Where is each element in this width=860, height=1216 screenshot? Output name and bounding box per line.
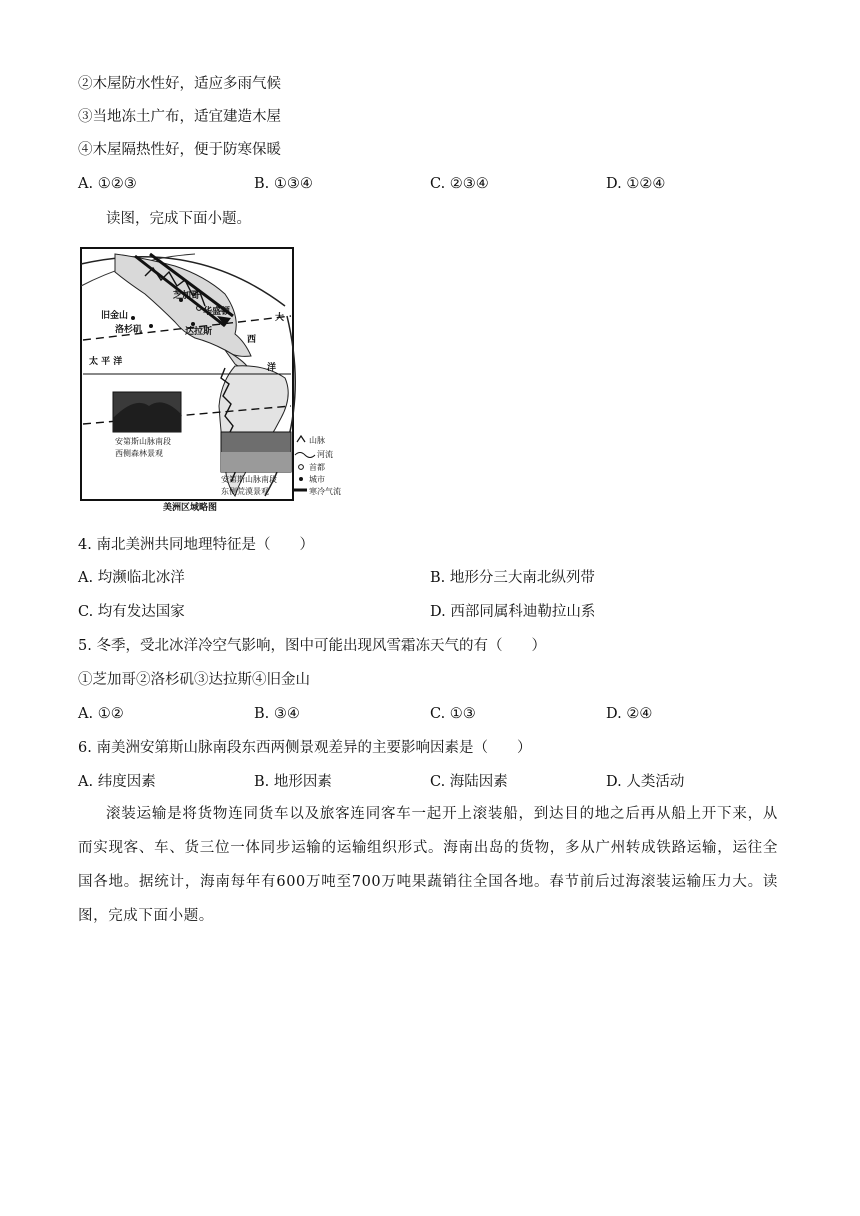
legend-capital-icon: [299, 465, 304, 470]
label-san-francisco: 旧金山: [101, 311, 129, 321]
q4-option-c[interactable]: C. 均有发达国家: [78, 604, 185, 620]
label-photo-west-1: 安第斯山脉南段: [115, 437, 171, 446]
q3-option-c[interactable]: C. ②③④: [430, 176, 489, 192]
legend-river-icon: [295, 453, 315, 458]
q4-option-a[interactable]: A. 均濒临北冰洋: [78, 570, 185, 586]
q6-option-a[interactable]: A. 纬度因素: [78, 774, 156, 790]
q4-stem: 4. 南北美洲共同地理特征是（ ）: [78, 537, 314, 553]
legend-mountain: 山脉: [309, 436, 325, 445]
map-legend: [293, 435, 341, 496]
label-atlantic-1: 大: [275, 313, 285, 323]
roro-passage: 滚装运输是将货物连同货车以及旅客连同客车一起开上滚装船，到达目的地之后再从船上开下来，从而实现客、车、货三位一体同步运输的运输组织形式。海南出岛的货物，多从广州转成铁路运输，运往全国各地。据统计，海南每年有600万吨至700万吨果蔬销往全国各地。春节前后过海滚装运输压力大。读图，完成下面小题。: [78, 806, 778, 924]
q5-option-d[interactable]: D. ②④: [606, 706, 653, 722]
q5-option-a[interactable]: A. ①②: [78, 706, 124, 722]
q3-option-b[interactable]: B. ①③④: [254, 176, 313, 192]
label-atlantic-2: 西: [247, 335, 257, 345]
americas-map-figure: [75, 246, 357, 514]
label-chicago: 芝加哥: [173, 291, 201, 301]
legend-cold-air: 寒冷气流: [309, 487, 341, 496]
label-photo-east-2: 东侧荒漠景观: [221, 487, 269, 496]
label-atlantic-3: 洋: [267, 363, 277, 373]
city-dallas-marker: [191, 322, 195, 326]
q6-option-d[interactable]: D. 人类活动: [606, 774, 685, 790]
q5-option-c[interactable]: C. ①③: [430, 706, 476, 722]
map-intro: 读图，完成下面小题。: [106, 211, 251, 227]
statement-3: ③当地冻土广布，适宜建造木屋: [78, 109, 281, 125]
city-los-angeles-marker: [149, 324, 153, 328]
city-san-francisco-marker: [131, 316, 135, 320]
q5-option-b[interactable]: B. ③④: [254, 706, 300, 722]
label-dallas: 达拉斯: [185, 327, 213, 337]
legend-city-icon: [299, 477, 303, 481]
q3-option-d[interactable]: D. ①②④: [606, 176, 666, 192]
q6-stem: 6. 南美洲安第斯山脉南段东西两侧景观差异的主要影响因素是（ ）: [78, 740, 532, 756]
statement-2: ②木屋防水性好，适应多雨气候: [78, 76, 281, 92]
legend-city: 城市: [309, 475, 325, 484]
legend-capital: 首都: [309, 463, 325, 472]
label-photo-east-1: 安第斯山脉南段: [221, 475, 277, 484]
q6-option-b[interactable]: B. 地形因素: [254, 774, 332, 790]
legend-mountain-icon: [297, 436, 305, 442]
q4-option-b[interactable]: B. 地形分三大南北纵列带: [430, 570, 595, 586]
map-caption: 美洲区域略图: [163, 503, 218, 513]
legend-river: 河流: [317, 450, 333, 459]
label-photo-west-2: 西侧森林景观: [115, 449, 163, 458]
q4-option-d[interactable]: D. 西部同属科迪勒拉山系: [430, 604, 596, 620]
q6-option-c[interactable]: C. 海陆因素: [430, 774, 508, 790]
label-pacific: 太 平 洋: [89, 357, 123, 367]
q5-stem: 5. 冬季，受北冰洋冷空气影响，图中可能出现风雪霜冻天气的有（ ）: [78, 638, 546, 654]
statement-4: ④木屋隔热性好，便于防寒保暖: [78, 142, 281, 158]
q5-sub: ①芝加哥②洛杉矶③达拉斯④旧金山: [78, 672, 310, 688]
label-washington: 华盛顿: [203, 307, 231, 317]
q3-option-a[interactable]: A. ①②③: [78, 176, 137, 192]
label-los-angeles: 洛杉矶: [115, 325, 143, 335]
